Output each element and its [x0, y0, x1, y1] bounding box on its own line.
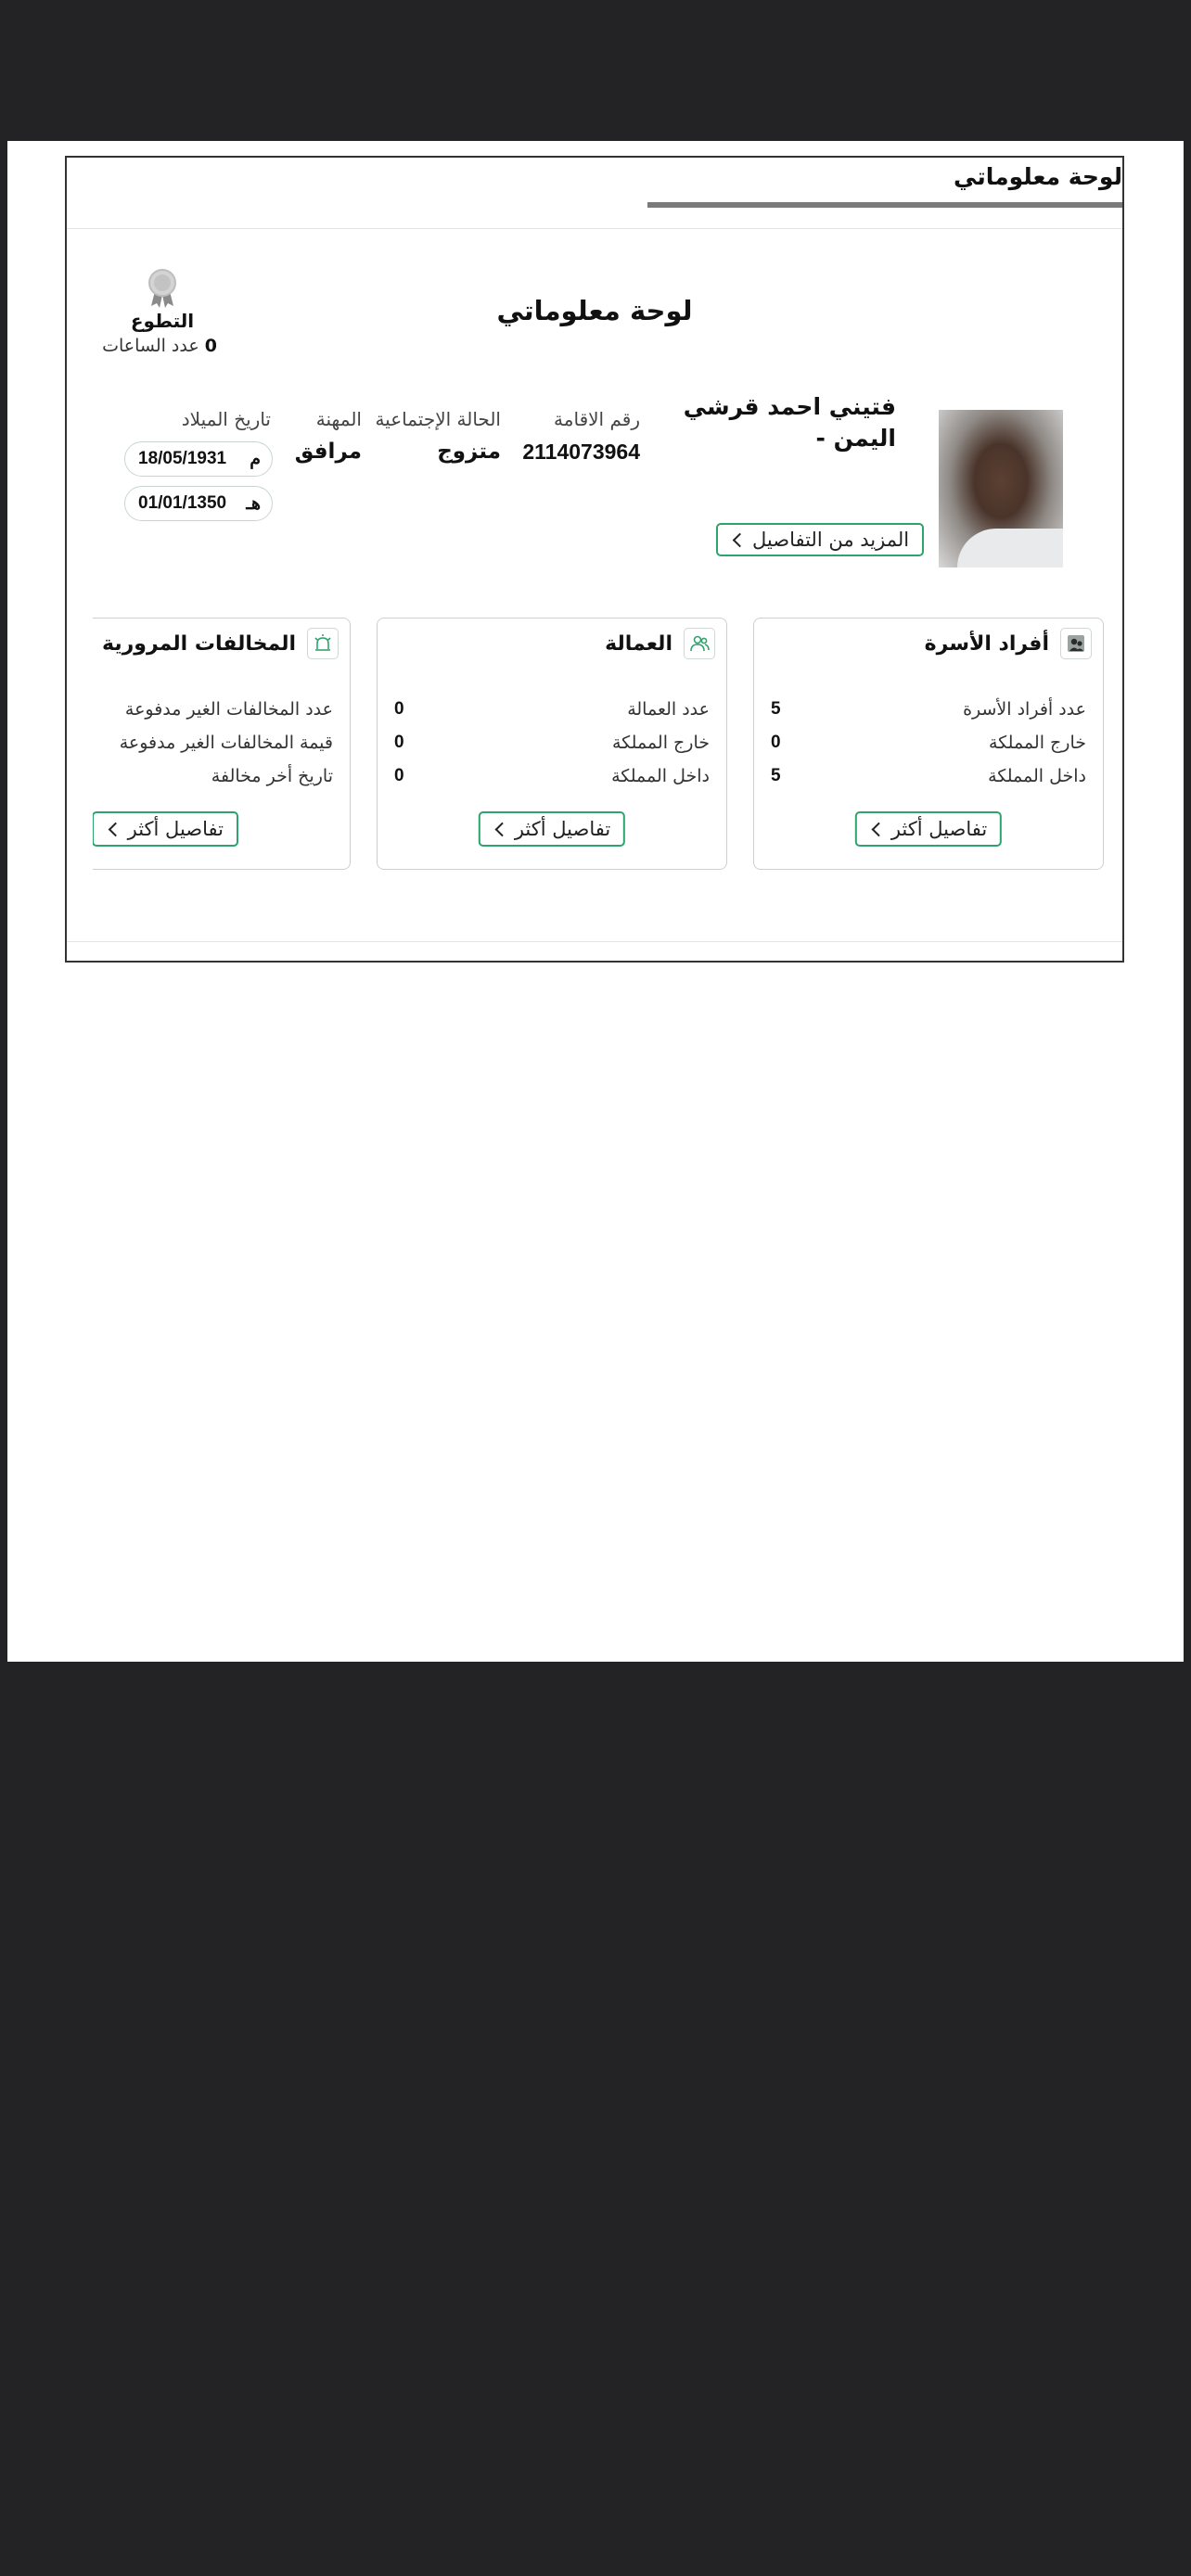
workers-icon — [684, 628, 715, 659]
job-info — [295, 408, 362, 464]
chevron-left-icon — [872, 822, 887, 836]
birth-label: تاريخ الميلاد — [181, 408, 271, 430]
marital-value: متزوج — [437, 440, 501, 464]
list-item: داخل المملكة 5 — [771, 766, 1086, 786]
list-item: قيمة المخالفات الغير مدفوعة — [119, 733, 333, 753]
marital-label: الحالة الإجتماعية — [375, 408, 501, 430]
profile-photo — [939, 410, 1063, 567]
header-title: لوحة معلوماتي — [954, 163, 1122, 190]
more-details-button[interactable] — [716, 523, 924, 556]
volunteering-hours — [102, 336, 217, 356]
birth-date-hijri — [124, 486, 273, 521]
list-item: عدد المخالفات الغير مدفوعة — [124, 699, 333, 720]
divider — [67, 941, 1122, 942]
family-card — [753, 618, 1104, 870]
iqama-label: رقم الاقامة — [554, 408, 640, 430]
page-title: لوحة معلوماتي — [496, 295, 693, 326]
volunteering-title: التطوع — [130, 310, 195, 332]
dashboard-frame — [65, 156, 1124, 963]
job-label: المهنة — [315, 408, 362, 430]
chevron-left-icon — [495, 822, 510, 836]
header-underline — [647, 202, 1122, 208]
labor-card — [377, 618, 727, 870]
siren-icon — [307, 628, 339, 659]
iqama-value: 2114073964 — [522, 440, 640, 464]
hijri-suffix: هـ — [246, 493, 261, 514]
volunteering-widget[interactable] — [102, 267, 217, 356]
hours-value: 0 — [204, 336, 217, 356]
labor-details-button[interactable]: تفاصيل أكثر — [479, 811, 625, 847]
family-icon — [1060, 628, 1092, 659]
marital-info — [375, 408, 501, 464]
person-name-block — [684, 391, 896, 454]
person-name: فتيني احمد قرشي — [683, 393, 896, 420]
medal-icon — [147, 267, 178, 308]
more-details-label: المزيد من التفاصيل — [752, 529, 910, 551]
birth-info — [182, 408, 271, 430]
job-value: مرافق — [294, 440, 362, 464]
list-item: عدد أفراد الأسرة 5 — [771, 699, 1086, 720]
chevron-left-icon — [733, 532, 748, 547]
divider — [67, 228, 1122, 229]
list-item: تاريخ أخر مخالفة — [211, 766, 333, 786]
list-item: داخل المملكة 0 — [394, 766, 710, 786]
family-details-button[interactable]: تفاصيل أكثر — [855, 811, 1002, 847]
list-item: عدد العمالة 0 — [394, 699, 710, 720]
cards-carousel[interactable] — [93, 614, 1104, 883]
nationality: اليمن - — [815, 425, 896, 452]
violations-card-title: المخالفات المرورية — [102, 631, 296, 656]
list-item: خارج المملكة 0 — [394, 733, 710, 753]
gregorian-date: 18/05/1931 — [138, 449, 227, 468]
list-item: خارج المملكة 0 — [771, 733, 1086, 753]
family-card-title: أفراد الأسرة — [924, 631, 1049, 656]
gregorian-suffix: م — [250, 449, 261, 469]
violations-details-button[interactable]: تفاصيل أكثر — [93, 811, 238, 847]
birth-date-gregorian — [124, 441, 273, 477]
violations-card — [93, 618, 351, 870]
chevron-left-icon — [108, 822, 122, 836]
page-sheet — [7, 141, 1184, 1662]
hijri-date: 01/01/1350 — [138, 493, 227, 513]
hours-label: عدد الساعات — [102, 336, 199, 356]
labor-card-title: العمالة — [605, 631, 672, 656]
iqama-info — [522, 408, 640, 465]
